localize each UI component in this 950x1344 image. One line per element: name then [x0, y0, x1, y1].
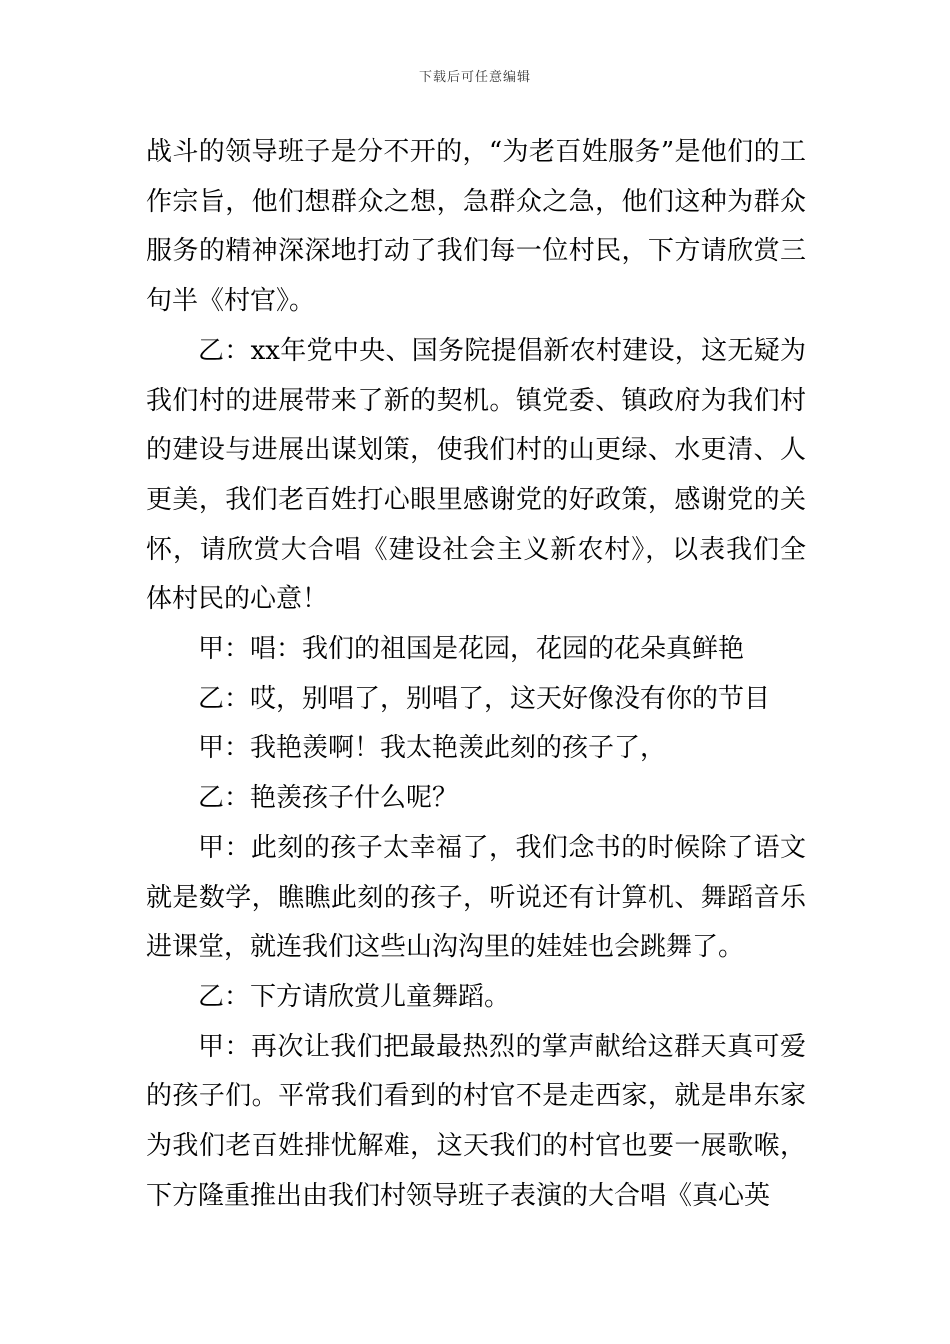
document-body [146, 128, 806, 1221]
paragraph-2: 乙：xx年党中央、国务院提倡新农村建设，这无疑为我们村的进展带来了新的契机。镇党委、镇政府为我们村的建设与进展出谋划策，使我们村的山更绿、水更清、人更美，我们老百姓打心眼里感谢党的好政策，感谢党的关怀，请欣赏大合唱《建设社会主义新农村》，以表我们全体村民的心意！ [146, 335, 806, 615]
paragraph-9: 甲：再次让我们把最最热烈的掌声献给这群天真可爱的孩子们。平常我们看到的村官不是走西家，就是串东家为我们老百姓排忧解难，这天我们的村官也要一展歌喉，下方隆重推出由我们村领导班子表演的大合唱《真心英 [146, 1031, 806, 1211]
paragraph-3: 甲：唱：我们的祖国是花园，花园的花朵真鲜艳 [198, 634, 745, 665]
paragraph-8: 乙：下方请欣赏儿童舞蹈。 [198, 981, 511, 1012]
paragraph-4: 乙：哎，别唱了，别唱了，这天好像没有你的节目 [198, 683, 771, 714]
paragraph-5: 甲：我艳羡啊！我太艳羡此刻的孩子了， [198, 733, 667, 764]
paragraph-6: 乙：艳羡孩子什么呢？ [198, 783, 459, 814]
paragraph-1: 战斗的领导班子是分不开的，“为老百姓服务”是他们的工作宗旨，他们想群众之想，急群众之急，他们这种为群众服务的精神深深地打动了我们每一位村民，下方请欣赏三句半《村官》。 [146, 137, 806, 317]
paragraph-7: 甲：此刻的孩子太幸福了，我们念书的时候除了语文就是数学，瞧瞧此刻的孩子，听说还有计算机、舞蹈音乐进课堂，就连我们这些山沟沟里的娃娃也会跳舞了。 [146, 832, 806, 963]
header-note: 下载后可任意编辑 [418, 70, 531, 85]
